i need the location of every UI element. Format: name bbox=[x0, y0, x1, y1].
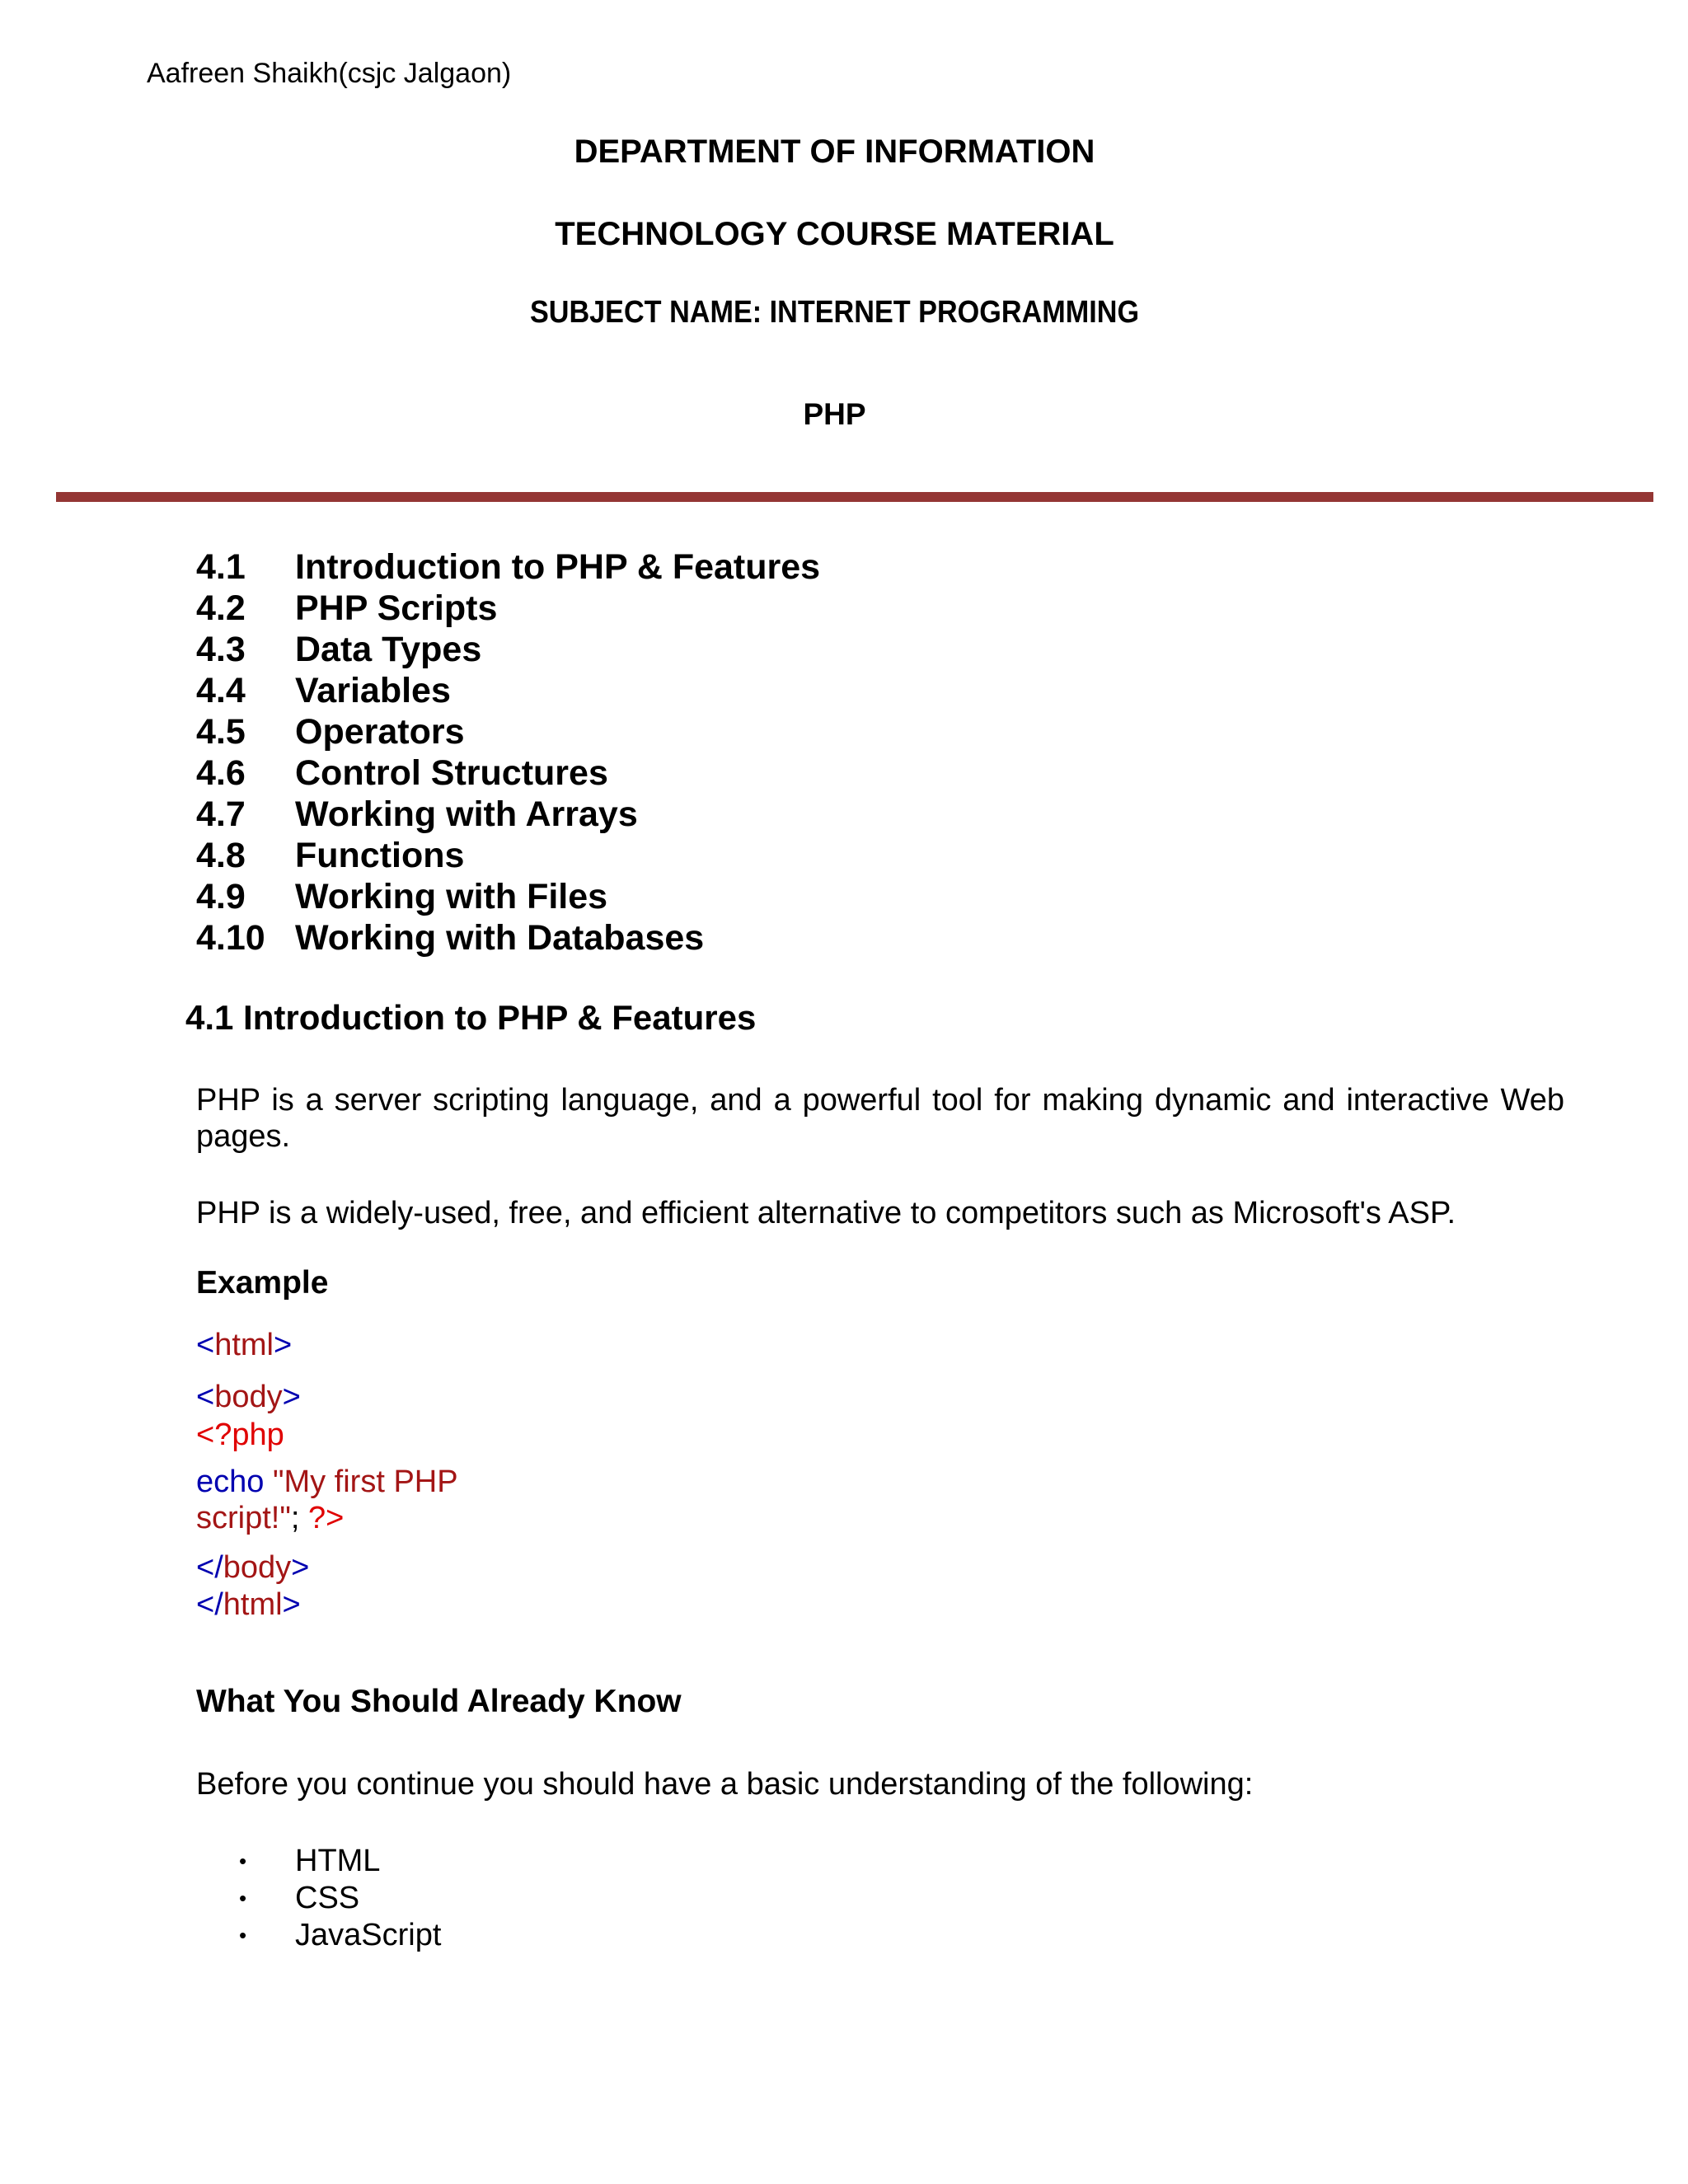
list-item-label: JavaScript bbox=[295, 1918, 442, 1952]
list-item-label: CSS bbox=[295, 1881, 360, 1915]
toc-title: Variables bbox=[295, 671, 451, 710]
prerequisites-heading: What You Should Already Know bbox=[196, 1684, 682, 1719]
code-line-echo: echo "My first PHP bbox=[196, 1465, 458, 1499]
horizontal-divider bbox=[56, 492, 1653, 502]
intro-paragraph: PHP is a server scripting language, and a powerful tool for making dynamic and interactive Web pages. bbox=[196, 1083, 1564, 1154]
code-line-echo-continued: script!"; ?> bbox=[196, 1501, 345, 1535]
toc-number: 4.9 bbox=[196, 877, 246, 916]
toc-title: Working with Files bbox=[295, 877, 608, 916]
unit-title-heading: PHP bbox=[803, 397, 866, 431]
code-line-php-open: <?php bbox=[196, 1418, 284, 1452]
bullet-icon: • bbox=[239, 1886, 247, 1910]
bullet-icon: • bbox=[239, 1923, 247, 1947]
section-title: 4.1 Introduction to PHP & Features bbox=[185, 998, 757, 1037]
list-item-label: HTML bbox=[295, 1844, 381, 1878]
toc-item bbox=[196, 794, 820, 835]
toc-item bbox=[196, 546, 820, 588]
toc-number: 4.7 bbox=[196, 794, 246, 834]
toc-title: Working with Databases bbox=[295, 918, 705, 958]
bullet-icon: • bbox=[239, 1849, 247, 1873]
list-item bbox=[239, 1880, 441, 1917]
toc-number: 4.10 bbox=[196, 918, 265, 958]
list-item bbox=[239, 1917, 441, 1954]
toc-number: 4.1 bbox=[196, 547, 246, 587]
toc-number: 4.6 bbox=[196, 753, 246, 793]
author-header: Aafreen Shaikh(csjc Jalgaon) bbox=[147, 58, 512, 89]
toc-item bbox=[196, 588, 820, 629]
list-item bbox=[239, 1843, 441, 1880]
toc-number: 4.2 bbox=[196, 588, 246, 628]
toc-item bbox=[196, 711, 820, 752]
toc-item bbox=[196, 835, 820, 876]
toc-title: Control Structures bbox=[295, 753, 608, 793]
table-of-contents bbox=[196, 546, 820, 958]
toc-item bbox=[196, 917, 820, 958]
code-line-body-close: </body> bbox=[196, 1550, 310, 1585]
code-line-html-open: <html> bbox=[196, 1328, 293, 1362]
toc-title: PHP Scripts bbox=[295, 588, 498, 628]
example-label: Example bbox=[196, 1265, 329, 1301]
code-line-html-close: </html> bbox=[196, 1587, 301, 1622]
prerequisites-list bbox=[239, 1843, 441, 1954]
toc-title: Functions bbox=[295, 836, 465, 875]
toc-title: Operators bbox=[295, 712, 465, 752]
code-line-body-open: <body> bbox=[196, 1380, 301, 1414]
toc-item bbox=[196, 876, 820, 917]
subject-name-heading: SUBJECT NAME: INTERNET PROGRAMMING bbox=[529, 295, 1140, 330]
alternative-paragraph: PHP is a widely-used, free, and efficient alternative to competitors such as Microsoft's ASP. bbox=[196, 1196, 1456, 1230]
prerequisites-intro: Before you continue you should have a basic understanding of the following: bbox=[196, 1767, 1254, 1802]
toc-item bbox=[196, 670, 820, 711]
toc-item bbox=[196, 629, 820, 670]
course-material-heading: TECHNOLOGY COURSE MATERIAL bbox=[555, 216, 1114, 252]
toc-number: 4.3 bbox=[196, 630, 246, 669]
toc-number: 4.4 bbox=[196, 671, 246, 710]
toc-number: 4.5 bbox=[196, 712, 246, 752]
toc-number: 4.8 bbox=[196, 836, 246, 875]
toc-title: Data Types bbox=[295, 630, 482, 669]
toc-title: Working with Arrays bbox=[295, 794, 638, 834]
toc-item bbox=[196, 752, 820, 794]
department-heading: DEPARTMENT OF INFORMATION bbox=[574, 134, 1095, 170]
toc-title: Introduction to PHP & Features bbox=[295, 547, 821, 587]
